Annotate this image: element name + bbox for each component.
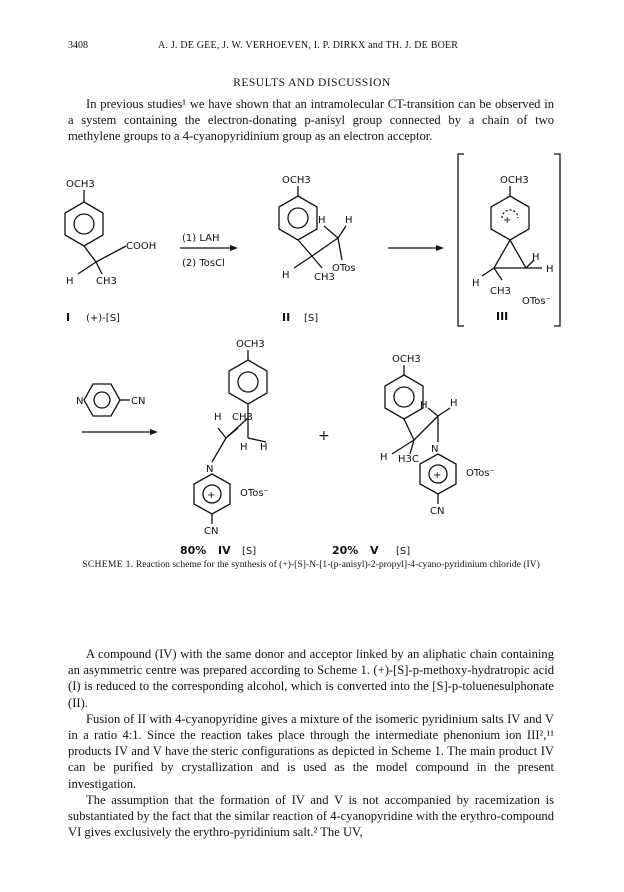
compound-IV-benzene-ring — [229, 360, 267, 404]
compound-IV-ch3: CH3 — [232, 412, 253, 423]
compound-II-och3: OCH3 — [282, 175, 311, 186]
compound-III-h-1: H — [532, 252, 540, 263]
pyridine-cn: CN — [131, 396, 146, 407]
compound-IV-n: N — [206, 464, 214, 475]
compound-IV-label: IV — [218, 544, 231, 557]
compound-IV-structure — [194, 339, 269, 537]
reaction-scheme — [62, 150, 562, 570]
reagent-1: (1) LAH — [182, 233, 220, 244]
compound-III-otos: OTos⁻ — [522, 296, 551, 307]
body-paragraph: Fusion of II with 4-cyanopyridine gives a mixture of the isomeric pyridinium salts IV and V in a ratio 4:1. Since the reaction takes place through the intermediate phenonium ion III²,¹¹ products IV and V have the steric configurations as depicted in Scheme 1. The main product IV can be purified by crystallization and is used as the model compound in the present investigation. — [68, 711, 554, 791]
compound-V-cn: CN — [430, 506, 445, 517]
compound-IV-h-2: H — [260, 442, 268, 453]
compound-V-h-1: H — [420, 400, 428, 411]
cyanopyridine-reagent — [76, 384, 145, 416]
pyridine-ring — [84, 384, 120, 416]
compound-IV-otos: OTos⁻ — [240, 488, 269, 499]
compound-I-config: (+)-[S] — [86, 313, 120, 324]
bracket-left — [458, 154, 464, 326]
compound-V-yield: 20% — [332, 544, 359, 557]
compound-IV-config: [S] — [242, 546, 257, 557]
compound-II-label: II — [282, 311, 291, 324]
pyridine-n: N — [76, 396, 84, 407]
compound-II-h: H — [282, 270, 290, 281]
intro-paragraph-text: In previous studies¹ we have shown that an intramolecular CT-transition can be observed in a system containing the electron-donating p-anisyl group connected by a chain of two methylene groups to a 4-cyanopyridinium group as an electron acceptor. — [68, 97, 554, 144]
compound-I-och3: OCH3 — [66, 179, 95, 190]
compound-V-h3c: H3C — [398, 454, 419, 465]
compound-V-n: N — [431, 444, 439, 455]
compound-III-h-2: H — [546, 264, 554, 275]
compound-V-plus-charge: + — [433, 470, 442, 481]
compound-I-benzene-ring — [65, 202, 103, 246]
compound-I-cooh: COOH — [126, 241, 157, 252]
intro-paragraph — [68, 96, 554, 145]
scheme-caption — [68, 559, 554, 572]
body-paragraph: A compound (IV) with the same donor and acceptor linked by an aliphatic chain containing an asymmetric centre was prepared according to Scheme 1. (+)-[S]-p-methoxy-hydratropic acid (I) is reduced to the corresponding alcohol, which is converted into the [S]-p-toluenesulphonate (II). — [68, 647, 554, 710]
compound-II-structure — [279, 175, 356, 283]
running-title: A. J. DE GEE, J. W. VERHOEVEN, I. P. DIRKX and TH. J. DE BOER — [158, 40, 459, 51]
compound-III-label: III — [496, 310, 509, 323]
caption-prefix: SCHEME 1. — [82, 559, 134, 570]
compound-I-h: H — [66, 276, 74, 287]
compound-IV-yield: 80% — [180, 544, 207, 557]
compound-V-label: V — [370, 544, 379, 557]
reaction-scheme-drawing — [62, 150, 562, 570]
compound-III-plus-charge: + — [503, 215, 512, 226]
compound-II-h-2: H — [345, 215, 353, 226]
bracket-right — [554, 154, 560, 326]
compound-IV-och3: OCH3 — [236, 339, 265, 350]
body-text — [68, 646, 554, 840]
reagent-2: (2) TosCl — [182, 258, 225, 269]
compound-II-config: [S] — [304, 313, 319, 324]
body-paragraph: The assumption that the formation of IV and V is not accompanied by racemization is substantiated by the fact that the similar reaction of 4-cyanopyridine with the erythro-compound VI gives exclusively the erythro-pyridinium salt.² The UV, — [68, 792, 554, 840]
compound-V-otos: OTos⁻ — [466, 468, 495, 479]
page-number: 3408 — [68, 40, 88, 51]
compound-IV-plus-charge: + — [207, 490, 216, 501]
compound-I-structure — [65, 179, 156, 287]
compound-V-h-2: H — [450, 398, 458, 409]
compound-IV-h-1: H — [240, 442, 248, 453]
caption-text: Reaction scheme for the synthesis of (+)-[S]-N-[1-(p-anisyl)-2-propyl]-4-cyano-pyridinium chloride (IV) — [135, 559, 540, 570]
compound-I-label: I — [66, 311, 71, 324]
plus-sign: + — [318, 428, 330, 444]
compound-III-h: H — [472, 278, 480, 289]
compound-V-och3: OCH3 — [392, 354, 421, 365]
compound-II-benzene-ring — [279, 196, 317, 240]
compound-V-structure — [380, 354, 495, 517]
compound-III-ch3: CH3 — [490, 286, 511, 297]
compound-III-och3: OCH3 — [500, 175, 529, 186]
compound-IV-h: H — [214, 412, 222, 423]
compound-V-h: H — [380, 452, 388, 463]
compound-III-structure — [458, 154, 560, 326]
compound-V-benzene-ring — [385, 375, 423, 419]
compound-II-ch3: CH3 — [314, 272, 335, 283]
compound-II-otos: OTos — [332, 263, 356, 274]
section-title: RESULTS AND DISCUSSION — [233, 77, 391, 89]
compound-I-ch3: CH3 — [96, 276, 117, 287]
compound-IV-cn: CN — [204, 526, 219, 537]
compound-V-config: [S] — [396, 546, 411, 557]
running-header — [68, 40, 548, 56]
compound-II-h-1: H — [318, 215, 326, 226]
